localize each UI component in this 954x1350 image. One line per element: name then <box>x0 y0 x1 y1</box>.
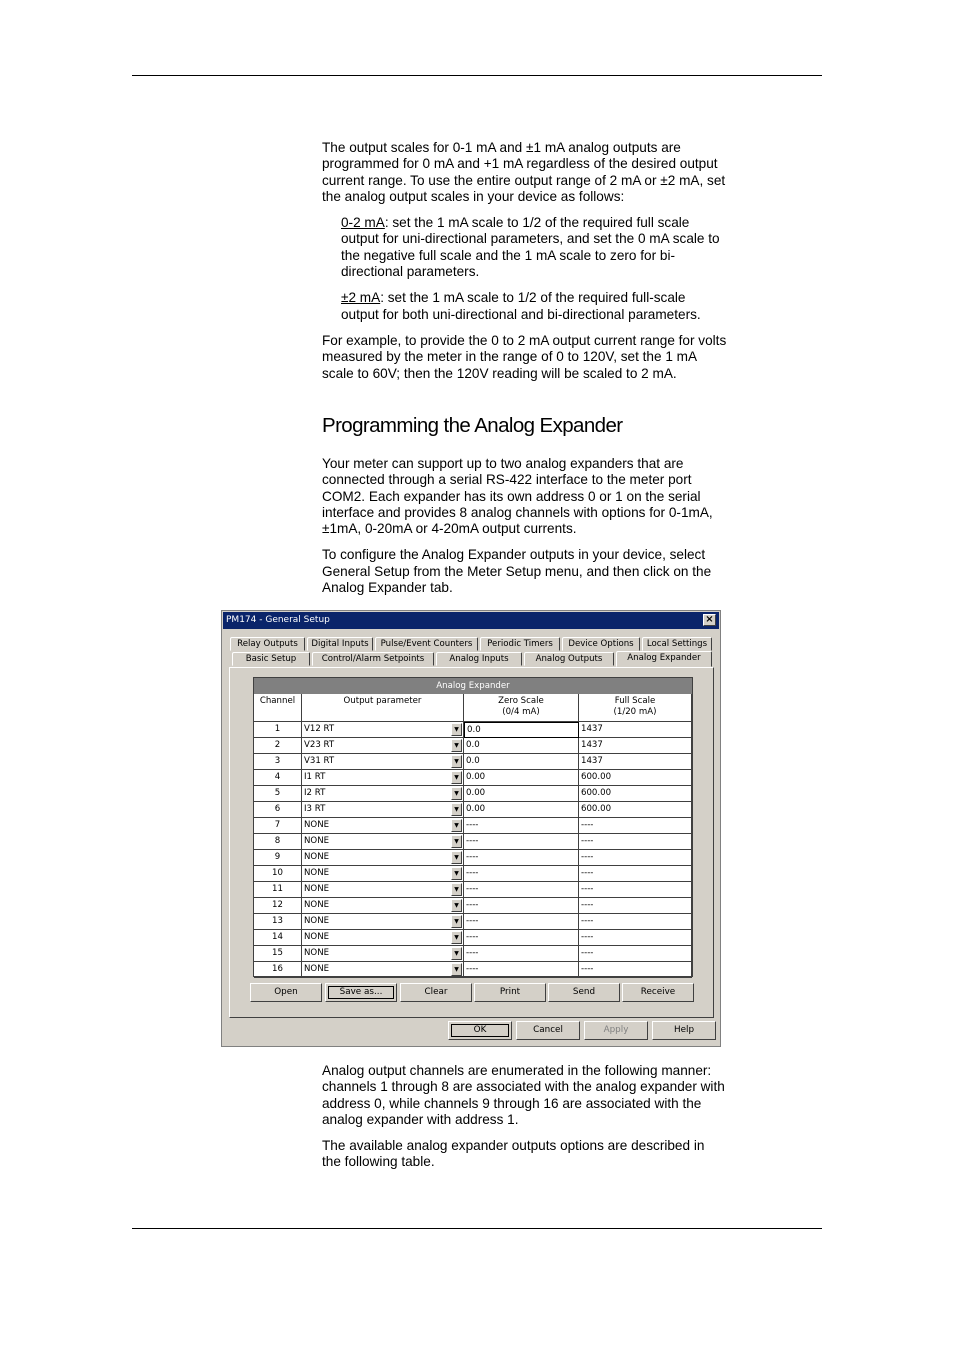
dialog-titlebar <box>223 612 719 629</box>
tab-digital-inputs[interactable]: Digital Inputs <box>307 637 373 651</box>
chevron-down-icon[interactable]: ▼ <box>451 915 462 928</box>
output-parameter-value: NONE <box>304 868 330 878</box>
chevron-down-icon[interactable]: ▼ <box>451 835 462 848</box>
output-parameter-value: NONE <box>304 964 330 974</box>
zero-scale-field[interactable]: ---- <box>464 930 579 946</box>
chevron-down-icon[interactable]: ▼ <box>451 803 462 816</box>
zero-scale-field[interactable]: ---- <box>464 818 579 834</box>
output-parameter-value: NONE <box>304 852 330 862</box>
item1-term: 0-2 mA <box>341 215 385 231</box>
channels-paragraph: Analog output channels are enumerated in the following manner: channels 1 through 8 are associated with the analog expander with address 0, while channels 9 through 16 are associated with the analog expander with address 1. <box>322 1063 725 1127</box>
zero-scale-field[interactable]: ---- <box>464 850 579 866</box>
output-parameter-value: NONE <box>304 884 330 894</box>
item-pm2ma <box>341 290 727 323</box>
output-parameter-select[interactable] <box>302 930 464 946</box>
output-parameter-select[interactable] <box>302 850 464 866</box>
table-row <box>254 946 692 962</box>
output-parameter-select[interactable] <box>302 898 464 914</box>
ok-button[interactable]: OK <box>448 1021 512 1040</box>
table-row <box>254 850 692 866</box>
output-parameter-value: V31 RT <box>304 756 335 766</box>
output-parameter-select[interactable] <box>302 946 464 962</box>
clear-button[interactable]: Clear <box>400 983 472 1002</box>
channel-cell: 12 <box>254 898 302 914</box>
expander-section <box>322 456 727 606</box>
zero-scale-unit: (0/4 mA) <box>502 707 540 717</box>
zero-scale-field[interactable]: ---- <box>464 898 579 914</box>
full-scale-field[interactable]: ---- <box>579 882 692 898</box>
help-button[interactable]: Help <box>652 1021 716 1040</box>
zero-scale-field[interactable]: ---- <box>464 962 579 978</box>
full-scale-field[interactable]: ---- <box>579 914 692 930</box>
channel-cell: 8 <box>254 834 302 850</box>
chevron-down-icon[interactable]: ▼ <box>451 755 462 768</box>
zero-scale-label: Zero Scale <box>498 696 544 706</box>
output-parameter-select[interactable] <box>302 914 464 930</box>
section-heading: Programming the Analog Expander <box>322 414 623 437</box>
chevron-down-icon[interactable]: ▼ <box>451 851 462 864</box>
zero-scale-field[interactable]: ---- <box>464 914 579 930</box>
zero-scale-field[interactable]: 0.0 <box>464 722 579 738</box>
output-parameter-select[interactable] <box>302 962 464 978</box>
channel-cell: 15 <box>254 946 302 962</box>
channel-cell: 1 <box>254 722 302 738</box>
full-scale-field[interactable]: ---- <box>579 898 692 914</box>
tab-analog-inputs[interactable]: Analog Inputs <box>436 652 522 666</box>
table-row <box>254 898 692 914</box>
output-parameter-select[interactable] <box>302 866 464 882</box>
zero-scale-field[interactable]: ---- <box>464 882 579 898</box>
item2-text: : set the 1 mA scale to 1/2 of the required full-scale output for both uni-directional and bi-directional parameters. <box>341 290 701 322</box>
zero-scale-field[interactable]: ---- <box>464 946 579 962</box>
chevron-down-icon[interactable]: ▼ <box>451 883 462 896</box>
zero-scale-field[interactable]: 0.00 <box>464 770 579 786</box>
col-header-full <box>579 694 692 722</box>
save-as-button[interactable]: Save as... <box>325 983 397 1002</box>
output-parameter-select[interactable] <box>302 722 464 738</box>
channel-cell: 9 <box>254 850 302 866</box>
table-row <box>254 834 692 850</box>
full-scale-label: Full Scale <box>614 696 656 706</box>
chevron-down-icon[interactable]: ▼ <box>451 723 462 736</box>
options-paragraph: The available analog expander outputs options are described in the following table. <box>322 1138 705 1170</box>
tab-analog-expander[interactable]: Analog Expander <box>616 651 712 667</box>
intro-section <box>322 140 727 392</box>
output-parameter-select[interactable] <box>302 754 464 770</box>
output-parameter-select[interactable] <box>302 818 464 834</box>
tab-control-alarm-setpoints[interactable]: Control/Alarm Setpoints <box>312 652 434 666</box>
full-scale-field[interactable]: ---- <box>579 962 692 978</box>
general-setup-dialog <box>221 610 721 1047</box>
col-header-param: Output parameter <box>302 694 464 722</box>
full-scale-field[interactable]: 600.00 <box>579 786 692 802</box>
full-scale-field[interactable]: ---- <box>579 930 692 946</box>
output-parameter-value: V23 RT <box>304 740 335 750</box>
intro-paragraph: The output scales for 0-1 mA and ±1 mA analog outputs are programmed for 0 mA and +1 mA regardless of the desired output current range. To use the entire output range of 2 mA or ±2 mA, set the analog output scales in your device as follows: <box>322 140 726 204</box>
chevron-down-icon[interactable]: ▼ <box>451 963 462 976</box>
cancel-button[interactable]: Cancel <box>516 1021 580 1040</box>
zero-scale-field[interactable]: 0.0 <box>464 754 579 770</box>
channel-cell: 4 <box>254 770 302 786</box>
channel-cell: 5 <box>254 786 302 802</box>
apply-button[interactable]: Apply <box>584 1021 648 1040</box>
output-parameter-select[interactable] <box>302 882 464 898</box>
output-parameter-select[interactable] <box>302 802 464 818</box>
chevron-down-icon[interactable]: ▼ <box>451 867 462 880</box>
output-parameter-select[interactable] <box>302 738 464 754</box>
table-row <box>254 802 692 818</box>
tab-basic-setup[interactable]: Basic Setup <box>232 652 310 666</box>
table-row <box>254 930 692 946</box>
full-scale-field[interactable]: 600.00 <box>579 770 692 786</box>
channel-cell: 16 <box>254 962 302 978</box>
dialog-title: PM174 - General Setup <box>226 615 330 625</box>
channel-cell: 14 <box>254 930 302 946</box>
full-scale-field[interactable]: 1437 <box>579 754 692 770</box>
header-rule <box>132 75 822 76</box>
analog-expander-grid <box>253 677 693 977</box>
receive-button[interactable]: Receive <box>622 983 694 1002</box>
output-parameter-select[interactable] <box>302 770 464 786</box>
table-row <box>254 786 692 802</box>
expander-paragraph-1: Your meter can support up to two analog expanders that are connected through a serial RS-422 interface to the meter port COM2. Each expander has its own address 0 or 1 on the serial interface and provides 8 analog channels with options for 0-1mA, ±1mA, 0-20mA or 4-20mA output currents. <box>322 456 713 537</box>
full-scale-field[interactable]: 1437 <box>579 738 692 754</box>
channel-cell: 11 <box>254 882 302 898</box>
output-parameter-value: NONE <box>304 916 330 926</box>
output-parameter-value: I1 RT <box>304 772 326 782</box>
item-0-2ma <box>341 215 727 280</box>
grid-title: Analog Expander <box>254 678 692 694</box>
tab-analog-outputs[interactable]: Analog Outputs <box>524 652 614 666</box>
zero-scale-field[interactable]: 0.00 <box>464 786 579 802</box>
full-scale-field[interactable]: ---- <box>579 818 692 834</box>
table-row <box>254 866 692 882</box>
full-scale-unit: (1/20 mA) <box>613 707 657 717</box>
col-header-channel: Channel <box>254 694 302 722</box>
channel-cell: 13 <box>254 914 302 930</box>
chevron-down-icon[interactable]: ▼ <box>451 899 462 912</box>
channel-cell: 6 <box>254 802 302 818</box>
table-row <box>254 914 692 930</box>
table-row <box>254 770 692 786</box>
example-paragraph: For example, to provide the 0 to 2 mA output current range for volts measured by the meter in the range of 0 to 120V, set the 1 mA scale to 60V; then the 120V reading will be scaled to 2 mA. <box>322 332 727 381</box>
zero-scale-field[interactable]: 0.0 <box>464 738 579 754</box>
zero-scale-field[interactable]: ---- <box>464 866 579 882</box>
table-row <box>254 754 692 770</box>
channel-cell: 7 <box>254 818 302 834</box>
full-scale-field[interactable]: ---- <box>579 834 692 850</box>
tab-device-options[interactable]: Device Options <box>562 637 640 651</box>
chevron-down-icon[interactable]: ▼ <box>451 739 462 752</box>
zero-scale-field[interactable]: 0.00 <box>464 802 579 818</box>
output-parameter-value: NONE <box>304 820 330 830</box>
chevron-down-icon[interactable]: ▼ <box>451 931 462 944</box>
open-button[interactable]: Open <box>250 983 322 1002</box>
footer-rule <box>132 1228 822 1229</box>
output-parameter-value: NONE <box>304 836 330 846</box>
table-row <box>254 882 692 898</box>
output-parameter-value: NONE <box>304 948 330 958</box>
output-parameter-value: V12 RT <box>304 724 335 734</box>
zero-scale-field[interactable]: ---- <box>464 834 579 850</box>
item2-term: ±2 mA <box>341 290 381 306</box>
table-row <box>254 722 692 738</box>
print-button[interactable]: Print <box>474 983 546 1002</box>
send-button[interactable]: Send <box>548 983 620 1002</box>
full-scale-field[interactable]: ---- <box>579 946 692 962</box>
chevron-down-icon[interactable]: ▼ <box>451 819 462 832</box>
tab-local-settings[interactable]: Local Settings <box>642 637 712 651</box>
channel-cell: 2 <box>254 738 302 754</box>
table-row <box>254 818 692 834</box>
table-row <box>254 962 692 978</box>
channel-cell: 10 <box>254 866 302 882</box>
output-parameter-value: I2 RT <box>304 788 326 798</box>
channel-cell: 3 <box>254 754 302 770</box>
close-icon[interactable]: × <box>703 614 716 626</box>
full-scale-field[interactable]: 600.00 <box>579 802 692 818</box>
output-parameter-select[interactable] <box>302 834 464 850</box>
output-parameter-select[interactable] <box>302 786 464 802</box>
full-scale-field[interactable]: 1437 <box>579 722 692 738</box>
chevron-down-icon[interactable]: ▼ <box>451 787 462 800</box>
tab-pulse-event-counters[interactable]: Pulse/Event Counters <box>375 637 478 651</box>
expander-paragraph-2: To configure the Analog Expander outputs in your device, select General Setup from the Meter Setup menu, and then click on the Analog Expander tab. <box>322 547 712 596</box>
col-header-zero <box>464 694 579 722</box>
chevron-down-icon[interactable]: ▼ <box>451 947 462 960</box>
item1-text: : set the 1 mA scale to 1/2 of the required full scale output for uni-directional parameters, and set the 0 mA scale to the negative full scale and the 1 mA scale to zero for bi-directional parameters. <box>341 215 720 280</box>
tab-relay-outputs[interactable]: Relay Outputs <box>230 637 305 651</box>
chevron-down-icon[interactable]: ▼ <box>451 771 462 784</box>
closing-section <box>322 1063 727 1181</box>
table-row <box>254 738 692 754</box>
full-scale-field[interactable]: ---- <box>579 850 692 866</box>
tab-periodic-timers[interactable]: Periodic Timers <box>480 637 560 651</box>
output-parameter-value: NONE <box>304 900 330 910</box>
output-parameter-value: NONE <box>304 932 330 942</box>
full-scale-field[interactable]: ---- <box>579 866 692 882</box>
output-parameter-value: I3 RT <box>304 804 326 814</box>
